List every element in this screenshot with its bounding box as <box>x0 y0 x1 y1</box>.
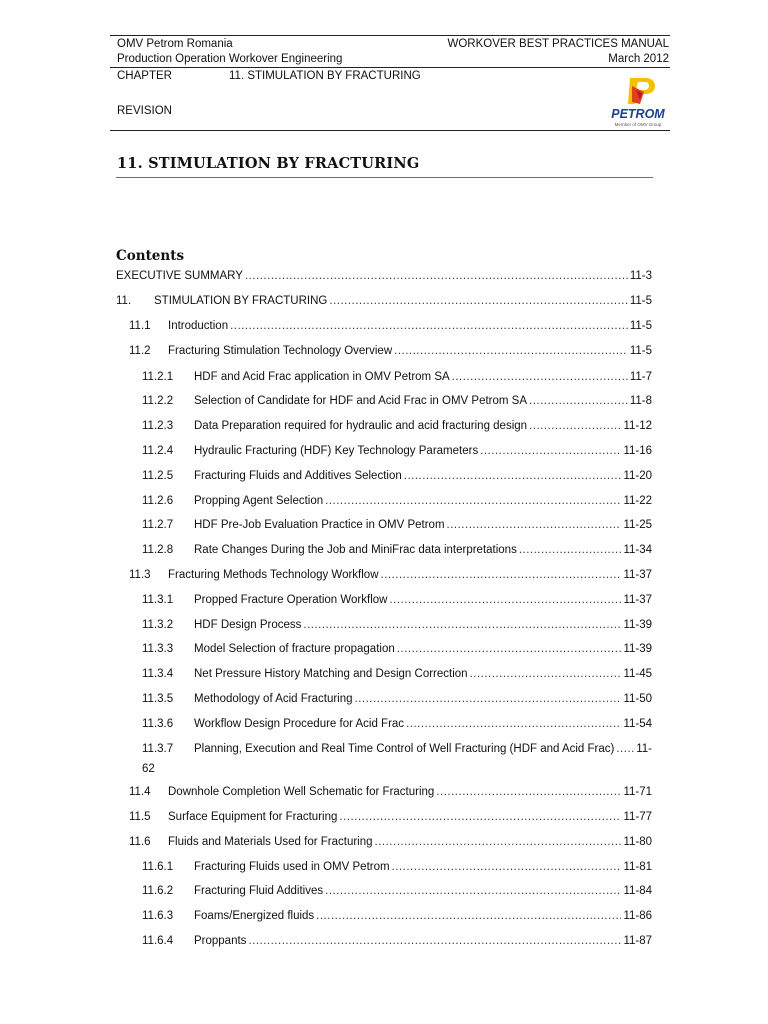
toc-leader-dots <box>404 468 622 484</box>
logo-subtitle: Member of OMV Group <box>614 122 662 127</box>
toc-entry-page: 11-5 <box>629 295 652 307</box>
toc-entry-11-2[interactable] <box>129 343 652 359</box>
title-underline <box>116 177 653 178</box>
toc-entry-number: 11.3.5 <box>142 693 174 705</box>
toc-entry-number: 11.2.7 <box>142 519 174 531</box>
toc-entry-11-2-3[interactable] <box>142 418 652 434</box>
toc-entry-title: Rate Changes During the Job and MiniFrac data interpretations <box>194 544 517 556</box>
toc-entry-11-3-1[interactable] <box>142 592 652 608</box>
toc-leader-dots <box>248 933 621 949</box>
toc-leader-dots <box>389 592 621 608</box>
toc-entry-number: 11.2 <box>129 345 151 357</box>
toc-entry-number: 11.6.3 <box>142 910 174 922</box>
toc-entry-11-6-3[interactable] <box>142 908 652 924</box>
toc-entry-title: Model Selection of fracture propagation <box>194 643 395 655</box>
toc-entry-executive-summary[interactable] <box>116 268 652 284</box>
header-chapter-value: 11. STIMULATION BY FRACTURING <box>229 70 421 82</box>
toc-entry-page: 11-80 <box>623 836 652 848</box>
toc-entry-page: 11-77 <box>623 811 652 823</box>
toc-entry-11-3-4[interactable] <box>142 666 652 682</box>
toc-entry-11-3[interactable] <box>129 567 652 583</box>
toc-entry-page: 11-7 <box>629 371 652 383</box>
toc-entry-number: 11.2.1 <box>142 371 174 383</box>
toc-entry-11-6-1[interactable] <box>142 859 652 875</box>
toc-entry-11[interactable] <box>116 293 652 309</box>
toc-leader-dots <box>245 268 628 284</box>
toc-entry-11-2-8[interactable] <box>142 542 652 558</box>
toc-leader-dots <box>325 883 621 899</box>
toc-entry-page: 11-12 <box>623 420 652 432</box>
toc-entry-page: 11-87 <box>623 935 652 947</box>
toc-leader-dots <box>470 666 622 682</box>
toc-entry-11-5[interactable] <box>129 809 652 825</box>
toc-entry-11-2-1[interactable] <box>142 369 652 385</box>
toc-entry-number: 11.6.1 <box>142 861 174 873</box>
toc-entry-number: 11.6.2 <box>142 885 174 897</box>
header-date: March 2012 <box>608 53 669 65</box>
toc-entry-title: Downhole Completion Well Schematic for Fracturing <box>168 786 435 798</box>
toc-entry-number: 11.2.6 <box>142 495 174 507</box>
toc-entry-11-3-7[interactable] <box>142 741 652 757</box>
toc-entry-page: 11-22 <box>623 495 652 507</box>
toc-leader-dots <box>381 567 622 583</box>
toc-leader-dots <box>355 691 622 707</box>
header-department: Production Operation Workover Engineering <box>117 53 343 65</box>
toc-entry-page: 11-5 <box>629 345 652 357</box>
toc-entry-title: Fracturing Stimulation Technology Overview <box>168 345 393 357</box>
toc-leader-dots <box>375 834 622 850</box>
toc-entry-page: 11-16 <box>623 445 652 457</box>
toc-entry-11-2-5[interactable] <box>142 468 652 484</box>
toc-entry-title: Propping Agent Selection <box>194 495 324 507</box>
toc-entry-11-3-2[interactable] <box>142 617 652 633</box>
toc-entry-11-4[interactable] <box>129 784 652 800</box>
toc-entry-page: 11-81 <box>623 861 652 873</box>
toc-entry-page: 11- <box>636 743 652 755</box>
toc-leader-dots <box>392 859 622 875</box>
toc-entry-number: 11.3.2 <box>142 619 174 631</box>
toc-entry-number: 11.3.7 <box>142 743 174 755</box>
toc-entry-number: 11.3 <box>129 569 151 581</box>
chapter-title: 11. STIMULATION BY FRACTURING <box>117 155 420 172</box>
toc-leader-dots <box>436 784 621 800</box>
toc-entry-title: HDF Design Process <box>194 619 302 631</box>
toc-entry-page: 11-86 <box>623 910 652 922</box>
toc-entry-11-2-2[interactable] <box>142 393 652 409</box>
toc-leader-dots <box>519 542 622 558</box>
toc-entry-number: 11.3.1 <box>142 594 174 606</box>
toc-leader-dots <box>406 716 621 732</box>
toc-entry-11-6[interactable] <box>129 834 652 850</box>
toc-leader-dots <box>230 318 628 334</box>
toc-entry-11-3-6[interactable] <box>142 716 652 732</box>
toc-entry-page: 11-39 <box>623 619 652 631</box>
toc-entry-number: 11.1 <box>129 320 151 332</box>
toc-leader-dots <box>616 741 634 757</box>
toc-leader-dots <box>339 809 621 825</box>
toc-entry-title: Workflow Design Procedure for Acid Frac <box>194 718 405 730</box>
toc-leader-dots <box>329 293 627 309</box>
toc-entry-11-6-4[interactable] <box>142 933 652 949</box>
toc-leader-dots <box>529 393 628 409</box>
toc-entry-page: 11-50 <box>623 693 652 705</box>
toc-entry-page: 11-34 <box>623 544 652 556</box>
toc-leader-dots <box>480 443 621 459</box>
toc-entry-11-3-5[interactable] <box>142 691 652 707</box>
petrom-logo <box>604 76 672 128</box>
toc-entry-title: Fracturing Fluids used in OMV Petrom <box>194 861 390 873</box>
toc-entry-page: 11-8 <box>629 395 652 407</box>
toc-entry-page: 11-3 <box>629 270 652 282</box>
toc-entry-number: 11.2.5 <box>142 470 174 482</box>
toc-entry-title: Methodology of Acid Fracturing <box>194 693 353 705</box>
toc-entry-title: Foams/Energized fluids <box>194 910 315 922</box>
toc-entry-number: 11.6.4 <box>142 935 174 947</box>
toc-entry-page: 11-54 <box>623 718 652 730</box>
toc-entry-number: 11.2.3 <box>142 420 174 432</box>
toc-entry-page: 11-45 <box>623 668 652 680</box>
toc-entry-page: 11-84 <box>623 885 652 897</box>
toc-leader-dots <box>397 641 622 657</box>
toc-entry-page: 11-37 <box>623 594 652 606</box>
toc-entry-page: 11-37 <box>623 569 652 581</box>
toc-leader-dots <box>529 418 621 434</box>
toc-entry-page: 11-20 <box>623 470 652 482</box>
toc-leader-dots <box>325 493 621 509</box>
toc-entry-title: Fracturing Fluid Additives <box>194 885 324 897</box>
toc-entry-number: 11.2.2 <box>142 395 174 407</box>
header-bottom-rule <box>110 130 670 131</box>
toc-entry-title: Hydraulic Fracturing (HDF) Key Technology Parameters <box>194 445 479 457</box>
toc-leader-dots <box>316 908 621 924</box>
toc-entry-11-2-4[interactable] <box>142 443 652 459</box>
toc-entry-page: 11-71 <box>623 786 652 798</box>
toc-entry-title: Surface Equipment for Fracturing <box>168 811 338 823</box>
toc-entry-11-1[interactable] <box>129 318 652 334</box>
header-mid-rule <box>110 67 670 68</box>
toc-entry-title: Data Preparation required for hydraulic and acid fracturing design <box>194 420 528 432</box>
toc-leader-dots <box>303 617 621 633</box>
toc-entry-11-3-3[interactable] <box>142 641 652 657</box>
toc-entry-number: 11.3.4 <box>142 668 174 680</box>
header-top-rule <box>110 35 670 36</box>
toc-leader-dots <box>394 343 628 359</box>
toc-entry-number: 11.4 <box>129 786 151 798</box>
toc-leader-dots <box>452 369 628 385</box>
toc-entry-number: 11.2.8 <box>142 544 174 556</box>
header-revision-label: REVISION <box>117 105 172 117</box>
toc-entry-title: HDF Pre-Job Evaluation Practice in OMV Petrom <box>194 519 445 531</box>
header-chapter-label: CHAPTER <box>117 70 172 82</box>
toc-entry-11-6-2[interactable] <box>142 883 652 899</box>
toc-entry-title: Fracturing Methods Technology Workflow <box>168 569 379 581</box>
toc-entry-number: 11.3.6 <box>142 718 174 730</box>
toc-entry-title: Selection of Candidate for HDF and Acid Frac in OMV Petrom SA <box>194 395 528 407</box>
header-manual-title: WORKOVER BEST PRACTICES MANUAL <box>447 38 669 50</box>
toc-entry-number: 11. <box>116 295 132 307</box>
toc-entry-page: 11-25 <box>623 519 652 531</box>
toc-leader-dots <box>447 517 622 533</box>
toc-entry-number: 11.6 <box>129 836 151 848</box>
toc-entry-title: HDF and Acid Frac application in OMV Petrom SA <box>194 371 450 383</box>
toc-entry-title: Net Pressure History Matching and Design Correction <box>194 668 468 680</box>
toc-entry-page-continuation: 62 <box>142 763 155 775</box>
contents-heading: Contents <box>116 248 185 264</box>
toc-entry-title: EXECUTIVE SUMMARY <box>116 270 243 282</box>
toc-entry-11-2-7[interactable] <box>142 517 652 533</box>
toc-entry-page: 11-39 <box>623 643 652 655</box>
toc-entry-title: Fluids and Materials Used for Fracturing <box>168 836 373 848</box>
toc-entry-11-2-6[interactable] <box>142 493 652 509</box>
toc-entry-title: STIMULATION BY FRACTURING <box>154 295 328 307</box>
toc-entry-title: Proppants <box>194 935 247 947</box>
toc-entry-title: Planning, Execution and Real Time Control of Well Fracturing (HDF and Acid Frac) <box>194 743 615 755</box>
toc-entry-number: 11.5 <box>129 811 151 823</box>
toc-entry-page: 11-5 <box>629 320 652 332</box>
header-company: OMV Petrom Romania <box>117 38 233 50</box>
toc-entry-title: Fracturing Fluids and Additives Selection <box>194 470 402 482</box>
toc-entry-number: 11.2.4 <box>142 445 174 457</box>
toc-entry-title: Introduction <box>168 320 229 332</box>
logo-wordmark: PETROM <box>611 107 665 121</box>
toc-entry-title: Propped Fracture Operation Workflow <box>194 594 388 606</box>
toc-entry-number: 11.3.3 <box>142 643 174 655</box>
